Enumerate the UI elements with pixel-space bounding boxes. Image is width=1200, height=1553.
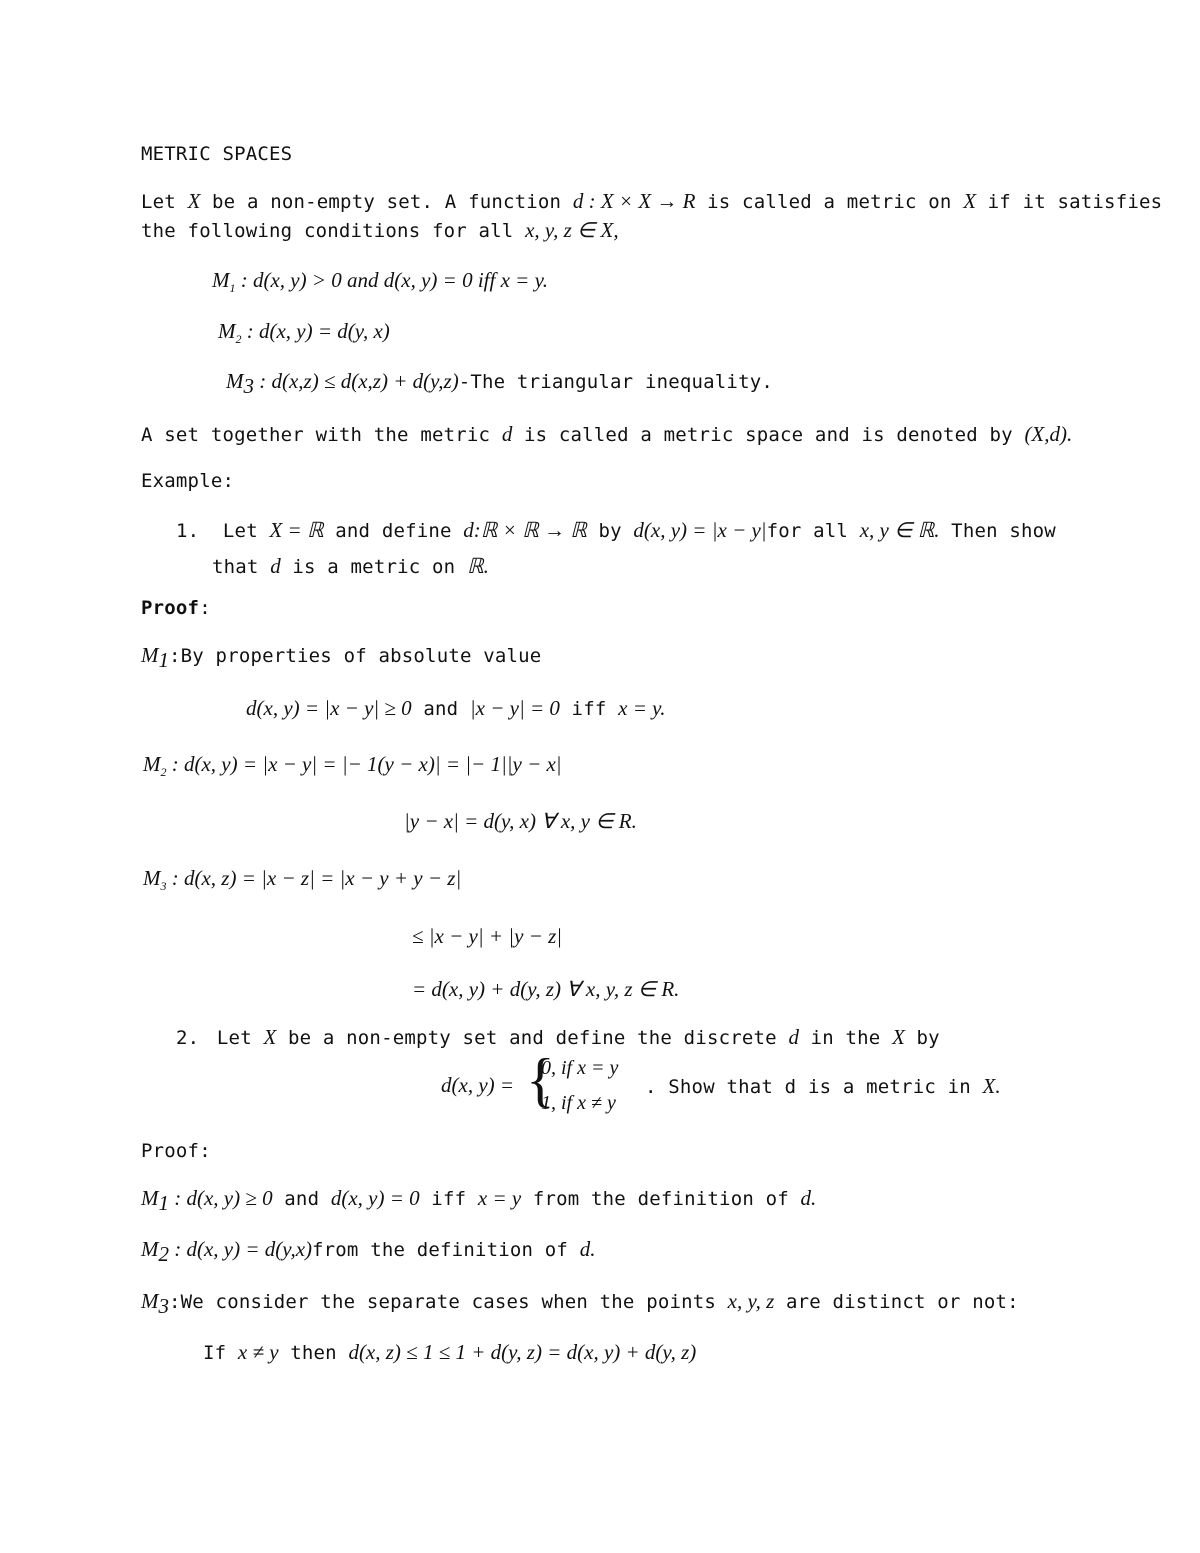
text: :: [199, 597, 211, 619]
text: iff: [419, 1188, 478, 1210]
case-1: 0, if x = y: [541, 1057, 619, 1079]
math: x, y, z ∈ X,: [525, 218, 619, 242]
subscript: 1: [229, 281, 236, 296]
math: d.: [579, 1237, 596, 1261]
symbol: M: [226, 369, 244, 393]
text: and: [272, 1188, 331, 1210]
math: |x − y| = 0: [469, 696, 560, 720]
symbol: M: [143, 866, 161, 890]
symbol: M: [141, 1237, 159, 1261]
symbol: M: [141, 643, 159, 667]
math: d(x, y) = |x − y| ≥ 0: [246, 696, 412, 720]
math: X.: [982, 1074, 1001, 1098]
subscript: 1: [158, 1190, 169, 1215]
math: d:ℝ × ℝ → ℝ: [463, 518, 587, 542]
math: d(x, z) ≤ 1 ≤ 1 + d(y, z) = d(x, y) + d(y, z): [348, 1340, 697, 1364]
example-label: Example:: [141, 470, 235, 492]
math: d: [501, 422, 513, 446]
symbol: M: [143, 752, 161, 776]
proof-2-m1: [141, 1186, 816, 1216]
definition-line-2: [141, 218, 619, 243]
text: by: [904, 1027, 940, 1049]
page-title: METRIC SPACES: [141, 143, 293, 165]
symbol: M: [218, 319, 236, 343]
proof-m2: [143, 752, 562, 780]
text: -The triangular inequality.: [458, 371, 773, 393]
math: : d(x, y) = d(y,x): [169, 1237, 313, 1261]
text: in the: [798, 1027, 893, 1049]
math: d(x, y) = 0: [330, 1186, 420, 1210]
math: x = y.: [618, 696, 666, 720]
math: : d(x, y) ≥ 0: [169, 1186, 273, 1210]
text: if it satisfies: [976, 191, 1163, 213]
axiom-m2: [218, 319, 390, 347]
proof-2-m3: [141, 1289, 1019, 1319]
math: (X,d).: [1024, 422, 1073, 446]
discrete-metric-lhs: d(x, y) =: [441, 1073, 515, 1097]
subscript: 3: [158, 1293, 169, 1318]
subscript: 2: [235, 332, 242, 347]
symbol: M: [141, 1289, 159, 1313]
example-2-tail: [645, 1074, 1001, 1099]
subscript: 3: [243, 373, 254, 398]
symbol: M: [141, 1186, 159, 1210]
axiom-m1: [212, 268, 548, 296]
text: iff: [559, 698, 619, 720]
proof-2-label: Proof:: [141, 1140, 211, 1162]
proof-m1: [141, 643, 541, 673]
text: and: [411, 698, 470, 720]
text: Let: [141, 191, 188, 213]
math: X: [892, 1025, 905, 1049]
proof-m2-equation-2: |y − x| = d(y, x) ∀ x, y ∈ R.: [404, 809, 637, 833]
text: be a non-empty set. A function: [200, 191, 573, 213]
text: Proof: [141, 597, 200, 619]
subscript: 1: [158, 647, 169, 672]
math: X: [187, 189, 201, 213]
math: : d(x,z) ≤ d(x,z) + d(y,z): [254, 369, 459, 393]
math: X = ℝ: [269, 518, 324, 542]
definition-line-1: [141, 189, 1162, 214]
example-1-line-2: [212, 554, 489, 579]
text: :By properties of absolute value: [169, 645, 542, 667]
math: ℝ.: [466, 554, 489, 578]
math: X: [963, 189, 977, 213]
text: are distinct or not:: [774, 1291, 1019, 1313]
metric-space-sentence: [141, 422, 1072, 447]
text: from the definition of: [312, 1239, 580, 1261]
math: X: [263, 1025, 277, 1049]
math: d: [788, 1025, 799, 1049]
left-brace: {: [526, 1047, 555, 1113]
math: d(x, y) = |x − y|: [633, 518, 767, 542]
math: d.: [800, 1186, 817, 1210]
example-1-line-1: [176, 518, 1056, 543]
math: : d(x, y) = d(y, x): [241, 319, 390, 343]
proof-m3-equation-2: ≤ |x − y| + |y − z|: [412, 924, 563, 948]
math: x = y: [477, 1186, 522, 1210]
list-number: 2.: [176, 1027, 200, 1049]
math: x, y ∈ ℝ.: [859, 518, 940, 542]
text: Let: [216, 1027, 264, 1049]
text: from the definition of: [521, 1188, 801, 1210]
math: x, y, z: [727, 1289, 775, 1313]
case-2: 1, if x ≠ y: [541, 1092, 616, 1114]
text: If: [203, 1342, 238, 1364]
math: d: [270, 554, 281, 578]
text: be a non-empty set and define the discrete: [276, 1027, 789, 1049]
text: . Show that d is a metric in: [645, 1076, 983, 1098]
math: x ≠ y: [237, 1340, 279, 1364]
text: A set together with the metric: [141, 424, 502, 446]
subscript: 2: [160, 765, 167, 780]
text: for all: [766, 520, 860, 542]
text: is called a metric space and is denoted by: [512, 424, 1025, 446]
text: Let: [222, 520, 270, 542]
math: d : X × X → R: [572, 189, 696, 213]
math: : d(x, y) = |x − y| = |− 1(y − x)| = |− 1||y − x|: [166, 752, 562, 776]
text: is called a metric on: [695, 191, 964, 213]
text: Then show: [939, 520, 1056, 542]
math: : d(x, y) > 0 and d(x, y) = 0 iff x = y.: [235, 268, 548, 292]
proof-label: [141, 597, 211, 619]
proof-m1-equation: [246, 696, 666, 721]
text: is a metric on: [280, 556, 467, 578]
proof-2-m2: [141, 1237, 595, 1267]
text: the following conditions for all: [141, 220, 526, 242]
text: that: [212, 556, 271, 578]
proof-m3-equation-3: = d(x, y) + d(y, z) ∀ x, y, z ∈ R.: [412, 977, 680, 1001]
proof-2-case: [203, 1340, 696, 1365]
text: :We consider the separate cases when the points: [169, 1291, 728, 1313]
text: and define: [323, 520, 464, 542]
math: : d(x, z) = |x − z| = |x − y + y − z|: [166, 866, 462, 890]
text: by: [586, 520, 634, 542]
subscript: 3: [160, 879, 167, 894]
list-number: 1.: [176, 520, 200, 542]
subscript: 2: [158, 1241, 169, 1266]
text: then: [278, 1342, 349, 1364]
example-2-line-1: [176, 1025, 940, 1050]
proof-m3: [143, 866, 461, 894]
symbol: M: [212, 268, 230, 292]
axiom-m3: [226, 369, 773, 399]
